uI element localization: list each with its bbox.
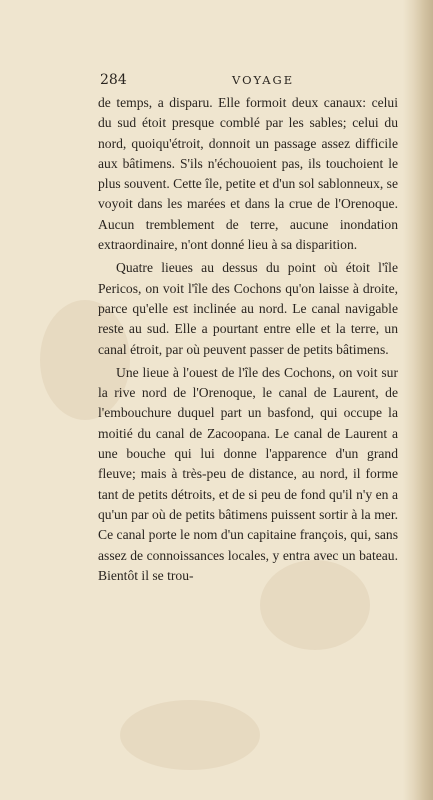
page-gutter-shadow <box>403 0 433 800</box>
page-number: 284 <box>100 72 127 88</box>
running-head: VOYAGE <box>232 73 295 87</box>
paper-stain <box>120 700 260 770</box>
page-header <box>100 72 396 92</box>
body-text <box>98 93 398 589</box>
paragraph: Quatre lieues au dessus du point où étoit l'île Pericos, on voit l'île des Cochons qu'on laisse à droite, parce qu'elle est inclinée au nord. Le canal navigable reste au sud. Elle a pourtant entre elle et la terre, un canal étroit, par où peuvent passer de petits bâtimens. <box>98 260 398 357</box>
paragraph: de temps, a disparu. Elle formoit deux canaux: celui du sud étoit presque comblé par les sables; celui du nord, quoiqu'étroit, donnoit un passage assez difficile aux bâtimens. S'ils n'échouoient pas, ils touchoient le plus souvent. Cette île, petite et d'un sol sablonneux, se voyoit dans les marées et dans la crue de l'Orenoque. Aucun tremblement de terre, aucune inondation extraordinaire, n'ont donné lieu à sa disparition. <box>98 95 398 253</box>
paragraph: Une lieue à l'ouest de l'île des Cochons, on voit sur la rive nord de l'Orenoque, le canal de Laurent, de l'embouchure duquel part un basfond, qui occupe la moitié du canal de Zacoopana. Le canal de Laurent a une bouche qui lui donne l'apparence d'un grand fleuve; mais à très-peu de distance, au nord, il forme tant de petits détroits, et de si peu de fond qu'il n'y en a qu'un par où de petits bâtimens puissent sortir à la mer. Ce canal porte le nom d'un capitaine françois, qui, sans assez de connoissances locales, y entra avec un bateau. Bientôt il se trou- <box>98 364 398 583</box>
